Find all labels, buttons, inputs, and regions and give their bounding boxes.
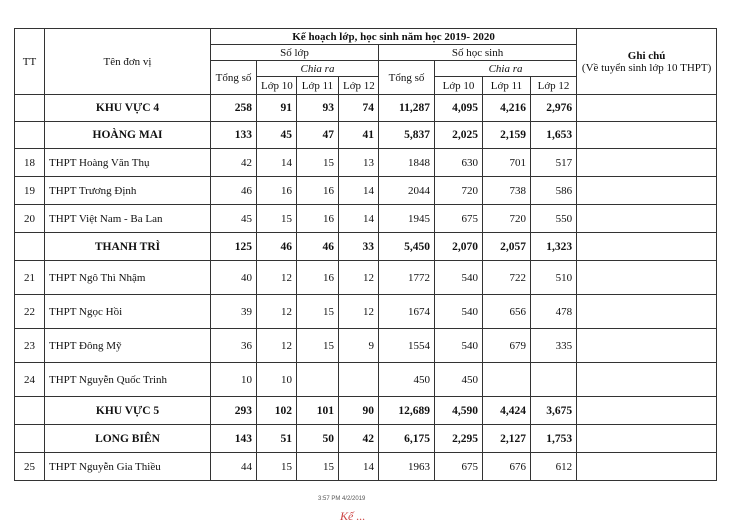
row-note — [577, 425, 717, 453]
class-total: 143 — [211, 425, 257, 453]
student-lop10: 450 — [435, 363, 483, 397]
row-name: THPT Ngọc Hồi — [45, 295, 211, 329]
plan-title-cell: Kế hoạch lớp, học sinh năm học 2019- 2020 — [211, 29, 577, 45]
class-lop11: 16 — [297, 177, 339, 205]
class-total: 39 — [211, 295, 257, 329]
so-hoc-sinh-cell: Số học sinh — [379, 45, 577, 61]
student-lop11: 2,127 — [483, 425, 531, 453]
student-chia-ra-header: Chia ra — [435, 61, 577, 77]
student-lop12: 1,753 — [531, 425, 577, 453]
class-total: 133 — [211, 122, 257, 149]
student-lop10: 630 — [435, 149, 483, 177]
row-name: THPT Nguyễn Quốc Trinh — [45, 363, 211, 397]
student-lop11: 720 — [483, 205, 531, 233]
class-lop10: 10 — [257, 363, 297, 397]
class-lop10: 14 — [257, 149, 297, 177]
student-lop11: 722 — [483, 261, 531, 295]
class-lop12: 12 — [339, 261, 379, 295]
class-lop10-header: Lớp 10 — [257, 77, 297, 95]
class-lop12: 13 — [339, 149, 379, 177]
row-tt — [15, 122, 45, 149]
student-lop11: 656 — [483, 295, 531, 329]
class-lop10: 51 — [257, 425, 297, 453]
class-lop12-header: Lớp 12 — [339, 77, 379, 95]
class-lop12: 14 — [339, 453, 379, 481]
student-lop12: 612 — [531, 453, 577, 481]
row-tt: 25 — [15, 453, 45, 481]
row-note — [577, 122, 717, 149]
class-lop10: 12 — [257, 295, 297, 329]
student-lop10-header: Lớp 10 — [435, 77, 483, 95]
class-total: 45 — [211, 205, 257, 233]
student-total: 6,175 — [379, 425, 435, 453]
class-lop11: 15 — [297, 329, 339, 363]
student-lop10: 4,590 — [435, 397, 483, 425]
student-total-header: Tổng số — [379, 61, 435, 95]
class-lop12: 14 — [339, 177, 379, 205]
student-lop11: 679 — [483, 329, 531, 363]
class-lop12 — [339, 363, 379, 397]
row-note — [577, 95, 717, 122]
student-lop11: 4,424 — [483, 397, 531, 425]
student-lop12: 3,675 — [531, 397, 577, 425]
school-row — [15, 177, 717, 205]
class-lop12: 9 — [339, 329, 379, 363]
student-total: 1772 — [379, 261, 435, 295]
student-lop12: 335 — [531, 329, 577, 363]
school-row — [15, 205, 717, 233]
row-note — [577, 363, 717, 397]
row-tt — [15, 397, 45, 425]
student-lop10: 540 — [435, 329, 483, 363]
school-row — [15, 329, 717, 363]
class-total: 293 — [211, 397, 257, 425]
class-lop11: 16 — [297, 205, 339, 233]
student-lop10: 540 — [435, 261, 483, 295]
class-total: 36 — [211, 329, 257, 363]
class-lop11: 50 — [297, 425, 339, 453]
student-lop12: 586 — [531, 177, 577, 205]
summary-row — [15, 425, 717, 453]
row-name: LONG BIÊN — [45, 425, 211, 453]
class-lop11: 93 — [297, 95, 339, 122]
class-lop10: 102 — [257, 397, 297, 425]
class-lop12: 41 — [339, 122, 379, 149]
row-name: THPT Trương Định — [45, 177, 211, 205]
row-name: HOÀNG MAI — [45, 122, 211, 149]
student-lop12 — [531, 363, 577, 397]
class-lop11-header: Lớp 11 — [297, 77, 339, 95]
class-lop10: 16 — [257, 177, 297, 205]
row-note — [577, 205, 717, 233]
student-total: 5,837 — [379, 122, 435, 149]
student-lop11: 676 — [483, 453, 531, 481]
class-lop12: 90 — [339, 397, 379, 425]
class-lop11 — [297, 363, 339, 397]
row-note — [577, 397, 717, 425]
class-total-header: Tổng số — [211, 61, 257, 95]
student-total: 1674 — [379, 295, 435, 329]
print-timestamp: 3:57 PM 4/2/2019 — [318, 496, 366, 502]
class-lop10: 12 — [257, 261, 297, 295]
student-lop11-header: Lớp 11 — [483, 77, 531, 95]
summary-row — [15, 122, 717, 149]
student-lop10: 2,295 — [435, 425, 483, 453]
class-lop11: 47 — [297, 122, 339, 149]
student-lop10: 4,095 — [435, 95, 483, 122]
student-lop10: 675 — [435, 205, 483, 233]
student-lop11: 2,159 — [483, 122, 531, 149]
student-lop12: 478 — [531, 295, 577, 329]
student-lop11: 2,057 — [483, 233, 531, 261]
row-name: THPT Ngô Thì Nhậm — [45, 261, 211, 295]
row-tt: 23 — [15, 329, 45, 363]
class-lop10: 15 — [257, 205, 297, 233]
row-name: THPT Hoàng Văn Thụ — [45, 149, 211, 177]
row-tt: 19 — [15, 177, 45, 205]
student-lop12: 517 — [531, 149, 577, 177]
signature-mark: Kế ... — [340, 509, 366, 523]
note-header-cell — [577, 29, 717, 95]
student-total: 1945 — [379, 205, 435, 233]
student-lop12: 1,653 — [531, 122, 577, 149]
class-lop12: 74 — [339, 95, 379, 122]
student-total: 11,287 — [379, 95, 435, 122]
class-lop12: 14 — [339, 205, 379, 233]
class-lop12: 33 — [339, 233, 379, 261]
row-tt — [15, 425, 45, 453]
row-note — [577, 233, 717, 261]
row-tt: 24 — [15, 363, 45, 397]
student-total: 450 — [379, 363, 435, 397]
row-note — [577, 149, 717, 177]
class-total: 125 — [211, 233, 257, 261]
class-lop11: 15 — [297, 295, 339, 329]
class-lop10: 91 — [257, 95, 297, 122]
student-lop10: 2,025 — [435, 122, 483, 149]
school-row — [15, 261, 717, 295]
class-lop11: 15 — [297, 453, 339, 481]
student-total: 1963 — [379, 453, 435, 481]
summary-row — [15, 233, 717, 261]
row-tt — [15, 233, 45, 261]
student-lop10: 2,070 — [435, 233, 483, 261]
class-lop12: 12 — [339, 295, 379, 329]
class-plan-body — [14, 28, 717, 481]
student-total: 12,689 — [379, 397, 435, 425]
student-total: 2044 — [379, 177, 435, 205]
class-total: 40 — [211, 261, 257, 295]
note-subtitle: (Về tuyển sinh lớp 10 THPT) — [581, 61, 712, 74]
student-lop11 — [483, 363, 531, 397]
row-name: KHU VỰC 4 — [45, 95, 211, 122]
student-lop12-header: Lớp 12 — [531, 77, 577, 95]
row-tt: 20 — [15, 205, 45, 233]
row-note — [577, 261, 717, 295]
student-lop12: 510 — [531, 261, 577, 295]
summary-row — [15, 95, 717, 122]
student-total: 5,450 — [379, 233, 435, 261]
class-lop11: 15 — [297, 149, 339, 177]
row-name: THPT Nguyễn Gia Thiều — [45, 453, 211, 481]
class-total: 46 — [211, 177, 257, 205]
row-tt: 22 — [15, 295, 45, 329]
note-title: Ghi chú — [627, 49, 666, 62]
school-row — [15, 295, 717, 329]
row-tt — [15, 95, 45, 122]
row-name: THPT Đông Mỹ — [45, 329, 211, 363]
student-lop12: 2,976 — [531, 95, 577, 122]
school-row — [15, 149, 717, 177]
class-lop10: 12 — [257, 329, 297, 363]
class-lop11: 101 — [297, 397, 339, 425]
header-unit-cell: Tên đơn vị — [45, 29, 211, 95]
summary-row — [15, 397, 717, 425]
school-row — [15, 363, 717, 397]
header-tt-cell: TT — [15, 29, 45, 95]
student-lop11: 738 — [483, 177, 531, 205]
class-lop10: 46 — [257, 233, 297, 261]
class-total: 258 — [211, 95, 257, 122]
student-lop12: 550 — [531, 205, 577, 233]
row-note — [577, 329, 717, 363]
row-tt: 18 — [15, 149, 45, 177]
student-total: 1848 — [379, 149, 435, 177]
row-name: KHU VỰC 5 — [45, 397, 211, 425]
row-name: THANH TRÌ — [45, 233, 211, 261]
student-lop10: 675 — [435, 453, 483, 481]
class-lop10: 45 — [257, 122, 297, 149]
class-total: 44 — [211, 453, 257, 481]
row-note — [577, 177, 717, 205]
class-lop10: 15 — [257, 453, 297, 481]
row-name: THPT Việt Nam - Ba Lan — [45, 205, 211, 233]
class-lop11: 16 — [297, 261, 339, 295]
class-lop11: 46 — [297, 233, 339, 261]
student-lop12: 1,323 — [531, 233, 577, 261]
student-total: 1554 — [379, 329, 435, 363]
class-lop12: 42 — [339, 425, 379, 453]
class-chia-ra-header: Chia ra — [257, 61, 379, 77]
row-tt: 21 — [15, 261, 45, 295]
student-lop11: 701 — [483, 149, 531, 177]
school-row — [15, 453, 717, 481]
row-note — [577, 453, 717, 481]
student-lop10: 720 — [435, 177, 483, 205]
row-note — [577, 295, 717, 329]
student-lop11: 4,216 — [483, 95, 531, 122]
class-total: 10 — [211, 363, 257, 397]
so-lop-cell: Số lớp — [211, 45, 379, 61]
class-total: 42 — [211, 149, 257, 177]
student-lop10: 540 — [435, 295, 483, 329]
